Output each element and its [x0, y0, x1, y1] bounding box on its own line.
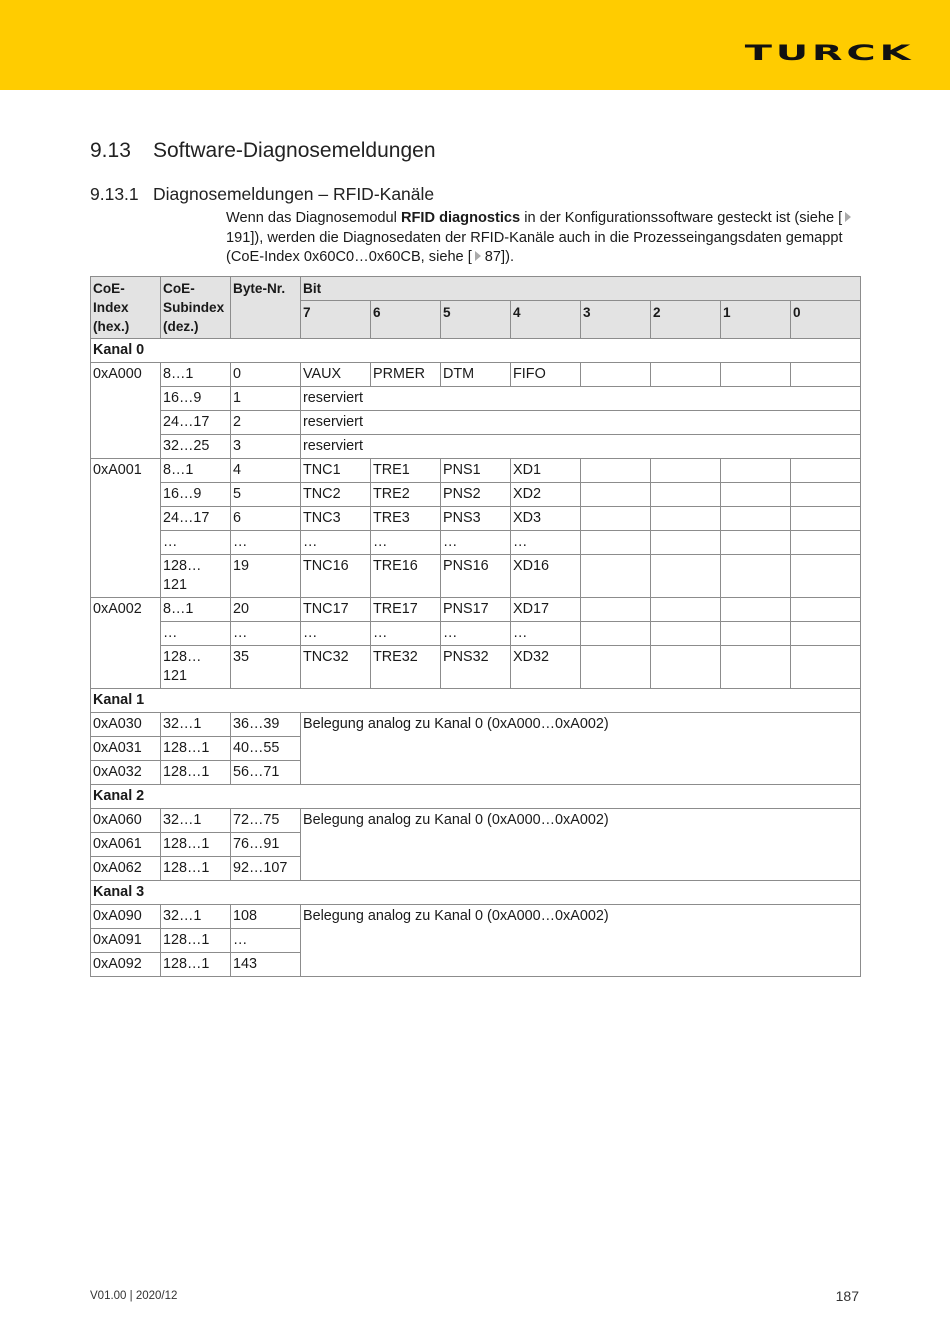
coe-index-cell: 0xA091 [91, 929, 161, 953]
intro-text-2: in der Konfigurationssoftware gesteckt ist (siehe [ [520, 210, 843, 226]
bit-cell: … [511, 531, 581, 555]
bit-cell: … [441, 622, 511, 646]
coe-index-cell: 0xA031 [91, 737, 161, 761]
kanal-0-heading: Kanal 0 [91, 339, 861, 363]
header-bit-3: 3 [581, 301, 651, 339]
bit-cell [651, 622, 721, 646]
bit-cell [581, 555, 651, 598]
subsection-number: 9.13.1 [90, 184, 139, 204]
byte-cell: 108 [231, 905, 301, 929]
header-coe-index: CoE-Index (hex.) [91, 277, 161, 339]
bit-cell [651, 646, 721, 689]
bit-cell: XD16 [511, 555, 581, 598]
byte-cell: 72…75 [231, 809, 301, 833]
byte-cell: 36…39 [231, 713, 301, 737]
table-row [91, 555, 861, 598]
table-row [91, 387, 861, 411]
table-row [91, 411, 861, 435]
subindex-cell: 128…1 [161, 929, 231, 953]
coe-index-cell: 0xA000 [91, 363, 161, 459]
byte-cell: 76…91 [231, 833, 301, 857]
bit-cell [791, 459, 861, 483]
page-ref-triangle-icon [475, 251, 481, 261]
analog-note-cell: Belegung analog zu Kanal 0 (0xA000…0xA002) [301, 809, 861, 881]
subindex-cell: 128…1 [161, 737, 231, 761]
byte-cell: 0 [231, 363, 301, 387]
bit-cell [721, 363, 791, 387]
reserved-cell: reserviert [301, 411, 861, 435]
bit-cell: FIFO [511, 363, 581, 387]
subindex-cell: 32…1 [161, 713, 231, 737]
bit-cell [581, 646, 651, 689]
bit-cell: PNS1 [441, 459, 511, 483]
kanal-1-heading: Kanal 1 [91, 689, 861, 713]
header-byte-nr: Byte-Nr. [231, 277, 301, 339]
table-row [91, 507, 861, 531]
reserved-cell: reserviert [301, 435, 861, 459]
bit-cell [651, 555, 721, 598]
section-number: 9.13 [90, 139, 131, 162]
bit-cell: … [301, 531, 371, 555]
bit-cell: TRE17 [371, 598, 441, 622]
coe-index-cell: 0xA090 [91, 905, 161, 929]
coe-index-cell: 0xA062 [91, 857, 161, 881]
bit-cell: TRE32 [371, 646, 441, 689]
intro-text-3: ]), werden die Diagnosedaten der RFID-Kanäle auch in die Prozesseingangsdaten gemappt (CoE-Index 0x60C0…0x60CB, siehe [ [226, 229, 843, 265]
table-row [91, 646, 861, 689]
subindex-cell: 8…1 [161, 459, 231, 483]
byte-cell: 2 [231, 411, 301, 435]
byte-cell: 5 [231, 483, 301, 507]
subindex-cell: 16…9 [161, 483, 231, 507]
page-ref-link-1[interactable]: 191 [226, 229, 251, 246]
byte-cell: 19 [231, 555, 301, 598]
bit-cell: XD3 [511, 507, 581, 531]
bit-cell [581, 483, 651, 507]
bit-cell: TNC1 [301, 459, 371, 483]
page-number: 187 [835, 1288, 859, 1304]
bit-cell: … [441, 531, 511, 555]
bit-cell: … [371, 531, 441, 555]
subindex-cell: 16…9 [161, 387, 231, 411]
reserved-cell: reserviert [301, 387, 861, 411]
table-row [91, 905, 861, 929]
coe-index-cell: 0xA092 [91, 953, 161, 977]
bit-cell: XD17 [511, 598, 581, 622]
bit-cell [721, 459, 791, 483]
bit-cell: … [371, 622, 441, 646]
bit-cell [791, 598, 861, 622]
table-row [91, 363, 861, 387]
bit-cell: PRMER [371, 363, 441, 387]
bit-cell [581, 363, 651, 387]
subindex-cell: 128… 121 [161, 555, 231, 598]
bit-cell: TNC16 [301, 555, 371, 598]
diagnostics-table [90, 276, 861, 977]
table-row [91, 809, 861, 833]
subsection-title: Diagnosemeldungen – RFID-Kanäle [153, 184, 435, 204]
table-row [91, 483, 861, 507]
subindex-cell: 128…1 [161, 953, 231, 977]
bit-cell: … [301, 622, 371, 646]
bit-cell: TRE3 [371, 507, 441, 531]
subsection-heading [90, 184, 434, 205]
bit-cell: TNC2 [301, 483, 371, 507]
byte-cell: … [231, 531, 301, 555]
header-bit-0: 0 [791, 301, 861, 339]
header-bit-6: 6 [371, 301, 441, 339]
subindex-cell: 24…17 [161, 411, 231, 435]
byte-cell: 4 [231, 459, 301, 483]
bit-cell: TNC17 [301, 598, 371, 622]
bit-cell: TNC32 [301, 646, 371, 689]
bit-cell [791, 646, 861, 689]
bit-cell [721, 598, 791, 622]
bit-cell [721, 531, 791, 555]
subindex-cell: 32…1 [161, 809, 231, 833]
kanal-3-heading: Kanal 3 [91, 881, 861, 905]
byte-cell: 143 [231, 953, 301, 977]
bit-cell [581, 598, 651, 622]
page-ref-link-2[interactable]: 87 [484, 249, 502, 265]
turck-logo: TURCK [744, 41, 914, 65]
bit-cell [721, 483, 791, 507]
analog-note-cell: Belegung analog zu Kanal 0 (0xA000…0xA002) [301, 713, 861, 785]
bit-cell [651, 483, 721, 507]
byte-cell: 92…107 [231, 857, 301, 881]
bit-cell [651, 363, 721, 387]
table-row [91, 713, 861, 737]
subindex-cell: … [161, 622, 231, 646]
intro-bold-module: RFID diagnostics [400, 210, 521, 226]
table-row [91, 598, 861, 622]
bit-cell: PNS16 [441, 555, 511, 598]
table-row [91, 531, 861, 555]
subindex-cell: 32…1 [161, 905, 231, 929]
bit-cell: PNS32 [441, 646, 511, 689]
intro-text-4: ]). [501, 249, 515, 265]
bit-cell: XD32 [511, 646, 581, 689]
bit-cell [791, 531, 861, 555]
subindex-cell: 8…1 [161, 363, 231, 387]
section-title: Software-Diagnosemeldungen [153, 139, 436, 162]
subindex-cell: 24…17 [161, 507, 231, 531]
bit-cell [721, 555, 791, 598]
byte-cell: 35 [231, 646, 301, 689]
bit-cell: VAUX [301, 363, 371, 387]
analog-note-cell: Belegung analog zu Kanal 0 (0xA000…0xA002) [301, 905, 861, 977]
bit-cell [791, 622, 861, 646]
header-coe-subindex: CoE-Subindex (dez.) [161, 277, 231, 339]
coe-index-cell: 0xA061 [91, 833, 161, 857]
section-heading [90, 139, 436, 163]
coe-index-cell: 0xA002 [91, 598, 161, 689]
byte-cell: 6 [231, 507, 301, 531]
bit-cell: DTM [441, 363, 511, 387]
table-row [91, 622, 861, 646]
header-bit-4: 4 [511, 301, 581, 339]
page-ref-triangle-icon [845, 212, 851, 222]
subindex-cell: 32…25 [161, 435, 231, 459]
bit-cell [721, 646, 791, 689]
bit-cell: PNS2 [441, 483, 511, 507]
bit-cell [581, 507, 651, 531]
byte-cell: 56…71 [231, 761, 301, 785]
coe-index-cell: 0xA032 [91, 761, 161, 785]
bit-cell: PNS3 [441, 507, 511, 531]
table-row [91, 459, 861, 483]
header-bit-5: 5 [441, 301, 511, 339]
bit-cell: XD2 [511, 483, 581, 507]
bit-cell [651, 598, 721, 622]
bit-cell: TRE2 [371, 483, 441, 507]
subindex-cell: 128… 121 [161, 646, 231, 689]
byte-cell: … [231, 622, 301, 646]
bit-cell [721, 507, 791, 531]
subindex-cell: … [161, 531, 231, 555]
bit-cell [791, 507, 861, 531]
bit-cell: TRE1 [371, 459, 441, 483]
byte-cell: 20 [231, 598, 301, 622]
coe-index-cell: 0xA030 [91, 713, 161, 737]
kanal-2-heading: Kanal 2 [91, 785, 861, 809]
bit-cell [581, 459, 651, 483]
coe-index-cell: 0xA060 [91, 809, 161, 833]
header-bit-7: 7 [301, 301, 371, 339]
bit-cell: XD1 [511, 459, 581, 483]
header-bit-2: 2 [651, 301, 721, 339]
bit-cell [581, 531, 651, 555]
subindex-cell: 128…1 [161, 833, 231, 857]
bit-cell [721, 622, 791, 646]
header-bit: Bit [301, 277, 861, 301]
byte-cell: 40…55 [231, 737, 301, 761]
subindex-cell: 128…1 [161, 761, 231, 785]
intro-paragraph [226, 209, 866, 268]
bit-cell [651, 507, 721, 531]
intro-text-1: Wenn das Diagnosemodul [226, 210, 401, 226]
byte-cell: 3 [231, 435, 301, 459]
bit-cell [651, 531, 721, 555]
coe-index-cell: 0xA001 [91, 459, 161, 598]
byte-cell: … [231, 929, 301, 953]
bit-cell: PNS17 [441, 598, 511, 622]
subindex-cell: 8…1 [161, 598, 231, 622]
footer-version: V01.00 | 2020/12 [90, 1290, 178, 1302]
bit-cell [581, 622, 651, 646]
bit-cell [791, 363, 861, 387]
header-bit-1: 1 [721, 301, 791, 339]
byte-cell: 1 [231, 387, 301, 411]
bit-cell: TNC3 [301, 507, 371, 531]
bit-cell [791, 555, 861, 598]
bit-cell: … [511, 622, 581, 646]
bit-cell [791, 483, 861, 507]
bit-cell: TRE16 [371, 555, 441, 598]
bit-cell [651, 459, 721, 483]
subindex-cell: 128…1 [161, 857, 231, 881]
table-row [91, 435, 861, 459]
